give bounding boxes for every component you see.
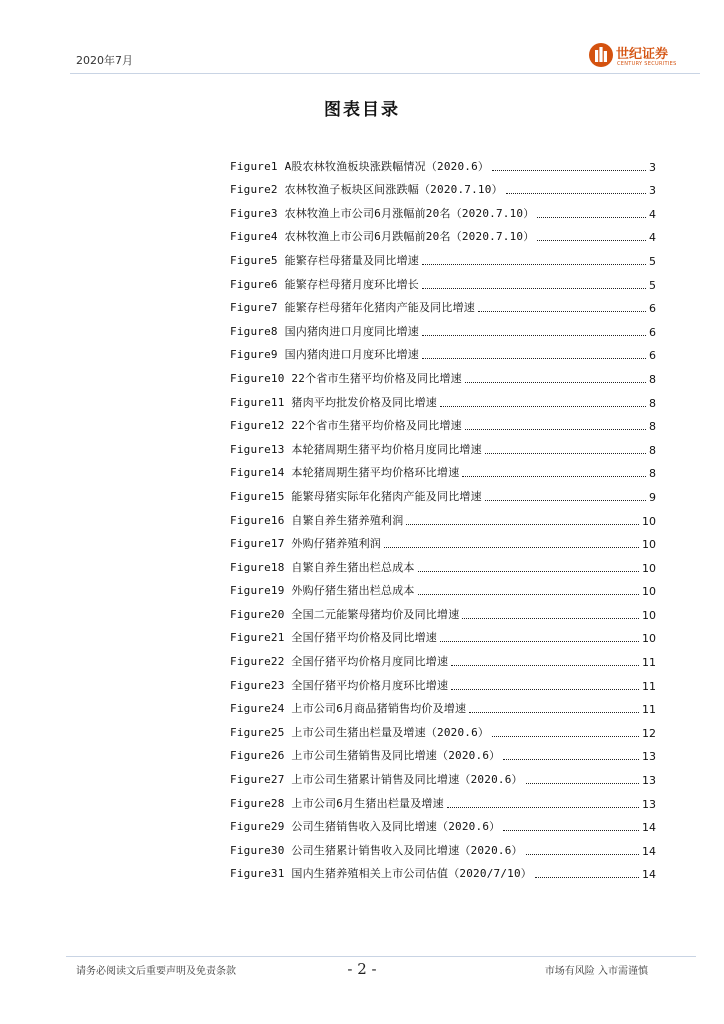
toc-entry-label[interactable]: Figure24 上市公司6月商品猪销售均价及增速 xyxy=(230,702,467,716)
toc-entry[interactable] xyxy=(230,575,656,599)
toc-entry-label[interactable]: Figure14 本轮猪周期生猪平均价格环比增速 xyxy=(230,466,460,480)
toc-entry-page[interactable]: 3 xyxy=(649,160,656,174)
toc-entry-label[interactable]: Figure13 本轮猪周期生猪平均价格月度同比增速 xyxy=(230,442,482,456)
toc-dot-leader xyxy=(526,854,639,855)
toc-entry[interactable] xyxy=(230,504,656,528)
toc-entry-label[interactable]: Figure15 能繁母猪实际年化猪肉产能及同比增速 xyxy=(230,489,482,503)
toc-entry[interactable] xyxy=(230,268,656,292)
toc-entry-page[interactable]: 13 xyxy=(642,750,656,764)
toc-entry-label[interactable]: Figure30 公司生猪累计销售收入及同比增速（2020.6） xyxy=(230,843,523,857)
toc-entry[interactable] xyxy=(230,622,656,646)
toc-entry-page[interactable]: 10 xyxy=(642,538,656,552)
toc-entry-label[interactable]: Figure2 农林牧渔子板块区间涨跌幅（2020.7.10） xyxy=(230,183,503,197)
toc-entry[interactable] xyxy=(230,339,656,363)
logo-text-cn: 世纪证券 xyxy=(616,47,669,62)
toc-dot-leader xyxy=(418,594,639,595)
toc-entry-page[interactable]: 8 xyxy=(649,372,656,386)
toc-entry-label[interactable]: Figure9 国内猪肉进口月度环比增速 xyxy=(230,348,419,362)
toc-dot-leader xyxy=(469,712,639,713)
toc-entry-page[interactable]: 6 xyxy=(649,302,656,316)
toc-entry[interactable] xyxy=(230,315,656,339)
toc-entry[interactable] xyxy=(230,669,656,693)
toc-entry[interactable] xyxy=(230,693,656,717)
toc-entry-label[interactable]: Figure16 自繁自养生猪养殖利润 xyxy=(230,513,404,527)
toc-entry[interactable] xyxy=(230,480,656,504)
toc-entry-page[interactable]: 4 xyxy=(649,231,656,245)
toc-entry-page[interactable]: 14 xyxy=(642,821,656,835)
toc-dot-leader xyxy=(447,807,639,808)
toc-entry[interactable] xyxy=(230,740,656,764)
toc-entry[interactable] xyxy=(230,457,656,481)
toc-dot-leader xyxy=(451,665,639,666)
toc-entry-label[interactable]: Figure17 外购仔猪养殖利润 xyxy=(230,537,382,551)
toc-entry-label[interactable]: Figure27 上市公司生猪累计销售及同比增速（2020.6） xyxy=(230,773,523,787)
toc-entry-label[interactable]: Figure19 外购仔猪生猪出栏总成本 xyxy=(230,584,415,598)
toc-dot-leader xyxy=(503,759,639,760)
toc-dot-leader xyxy=(462,618,639,619)
toc-dot-leader xyxy=(465,429,646,430)
toc-entry-page[interactable]: 14 xyxy=(642,844,656,858)
toc-entry-label[interactable]: Figure4 农林牧渔上市公司6月跌幅前20名（2020.7.10） xyxy=(230,230,535,244)
toc-entry-label[interactable]: Figure6 能繁存栏母猪月度环比增长 xyxy=(230,277,419,291)
toc-entry[interactable] xyxy=(230,150,656,174)
toc-entry-page[interactable]: 8 xyxy=(649,443,656,457)
century-securities-logo-icon xyxy=(588,41,614,69)
table-of-figures xyxy=(230,150,656,881)
footer-disclaimer: 请务必阅读文后重要声明及免责条款 xyxy=(76,966,236,977)
toc-dot-leader xyxy=(406,524,639,525)
toc-entry-label[interactable]: Figure26 上市公司生猪销售及同比增速（2020.6） xyxy=(230,749,501,763)
toc-entry-page[interactable]: 10 xyxy=(642,561,656,575)
toc-entry[interactable] xyxy=(230,174,656,198)
toc-dot-leader xyxy=(440,641,639,642)
toc-entry[interactable] xyxy=(230,811,656,835)
toc-entry-page[interactable]: 12 xyxy=(642,726,656,740)
toc-dot-leader xyxy=(384,547,639,548)
toc-entry[interactable] xyxy=(230,386,656,410)
page-title: 图表目录 xyxy=(324,100,400,120)
toc-entry-label[interactable]: Figure11 猪肉平均批发价格及同比增速 xyxy=(230,395,438,409)
toc-entry-page[interactable]: 6 xyxy=(649,325,656,339)
toc-entry[interactable] xyxy=(230,834,656,858)
footer-divider xyxy=(66,956,696,957)
toc-entry[interactable] xyxy=(230,410,656,434)
toc-dot-leader xyxy=(422,264,646,265)
header-date: 2020年7月 xyxy=(76,54,133,67)
toc-entry-page[interactable]: 10 xyxy=(642,585,656,599)
toc-entry-page[interactable]: 11 xyxy=(642,703,656,717)
toc-entry-page[interactable]: 8 xyxy=(649,396,656,410)
toc-entry[interactable] xyxy=(230,197,656,221)
toc-dot-leader xyxy=(535,877,639,878)
toc-entry-page[interactable]: 8 xyxy=(649,467,656,481)
toc-entry-label[interactable]: Figure3 农林牧渔上市公司6月涨幅前20名（2020.7.10） xyxy=(230,206,535,220)
toc-entry[interactable] xyxy=(230,787,656,811)
toc-dot-leader xyxy=(478,311,646,312)
toc-entry[interactable] xyxy=(230,716,656,740)
toc-entry[interactable] xyxy=(230,221,656,245)
toc-entry[interactable] xyxy=(230,763,656,787)
toc-dot-leader xyxy=(451,689,639,690)
toc-dot-leader xyxy=(422,288,646,289)
toc-dot-leader xyxy=(506,193,646,194)
toc-entry[interactable] xyxy=(230,551,656,575)
toc-dot-leader xyxy=(418,571,639,572)
toc-entry-page[interactable]: 11 xyxy=(642,656,656,670)
toc-dot-leader xyxy=(422,358,646,359)
toc-entry-page[interactable]: 14 xyxy=(642,868,656,882)
toc-entry[interactable] xyxy=(230,598,656,622)
toc-entry-label[interactable]: Figure12 22个省市生猪平均价格及同比增速 xyxy=(230,419,462,433)
toc-entry-page[interactable]: 10 xyxy=(642,608,656,622)
toc-entry-page[interactable]: 4 xyxy=(649,207,656,221)
toc-entry[interactable] xyxy=(230,858,656,882)
toc-entry-page[interactable]: 5 xyxy=(649,254,656,268)
toc-dot-leader xyxy=(440,406,646,407)
toc-dot-leader xyxy=(422,335,646,336)
toc-entry[interactable] xyxy=(230,645,656,669)
toc-entry-page[interactable]: 10 xyxy=(642,514,656,528)
toc-dot-leader xyxy=(485,453,646,454)
company-logo xyxy=(588,41,700,73)
toc-entry-label[interactable]: Figure22 全国仔猪平均价格月度同比增速 xyxy=(230,655,449,669)
toc-entry-label[interactable]: Figure28 上市公司6月生猪出栏量及增速 xyxy=(230,796,444,810)
toc-dot-leader xyxy=(492,736,639,737)
toc-entry-label[interactable]: Figure20 全国二元能繁母猪均价及同比增速 xyxy=(230,607,460,621)
toc-entry[interactable] xyxy=(230,528,656,552)
toc-dot-leader xyxy=(492,170,646,171)
toc-dot-leader xyxy=(503,830,639,831)
header-divider xyxy=(70,73,700,74)
toc-entry[interactable] xyxy=(230,292,656,316)
toc-entry-page[interactable]: 3 xyxy=(649,184,656,198)
footer-risk-warning: 市场有风险 入市需谨慎 xyxy=(544,966,648,977)
toc-entry-label[interactable]: Figure29 公司生猪销售收入及同比增速（2020.6） xyxy=(230,820,501,834)
toc-entry-label[interactable]: Figure7 能繁存栏母猪年化猪肉产能及同比增速 xyxy=(230,301,475,315)
toc-entry[interactable] xyxy=(230,433,656,457)
toc-entry-page[interactable]: 13 xyxy=(642,774,656,788)
toc-entry-label[interactable]: Figure23 全国仔猪平均价格月度环比增速 xyxy=(230,678,449,692)
toc-entry-page[interactable]: 6 xyxy=(649,349,656,363)
toc-entry[interactable] xyxy=(230,362,656,386)
toc-entry-page[interactable]: 13 xyxy=(642,797,656,811)
toc-entry-label[interactable]: Figure5 能繁存栏母猪量及同比增速 xyxy=(230,253,419,267)
toc-entry-label[interactable]: Figure31 国内生猪养殖相关上市公司估值（2020/7/10） xyxy=(230,867,533,881)
toc-entry-page[interactable]: 8 xyxy=(649,420,656,434)
toc-dot-leader xyxy=(485,500,646,501)
toc-dot-leader xyxy=(462,476,646,477)
toc-dot-leader xyxy=(537,217,646,218)
toc-entry-page[interactable]: 10 xyxy=(642,632,656,646)
toc-dot-leader xyxy=(537,240,646,241)
toc-entry-page[interactable]: 11 xyxy=(642,679,656,693)
toc-entry-label[interactable]: Figure18 自繁自养生猪出栏总成本 xyxy=(230,560,415,574)
toc-entry-page[interactable]: 9 xyxy=(649,490,656,504)
toc-dot-leader xyxy=(465,382,646,383)
toc-entry-page[interactable]: 5 xyxy=(649,278,656,292)
page-number: - 2 - xyxy=(347,960,377,978)
toc-entry-label[interactable]: Figure10 22个省市生猪平均价格及同比增速 xyxy=(230,371,462,385)
toc-entry[interactable] xyxy=(230,244,656,268)
toc-entry-label[interactable]: Figure1 A股农林牧渔板块涨跌幅情况（2020.6） xyxy=(230,159,490,173)
toc-entry-label[interactable]: Figure25 上市公司生猪出栏量及增速（2020.6） xyxy=(230,725,490,739)
toc-entry-label[interactable]: Figure8 国内猪肉进口月度同比增速 xyxy=(230,324,419,338)
logo-text-en: CENTURY SECURITIES xyxy=(617,61,677,67)
toc-entry-label[interactable]: Figure21 全国仔猪平均价格及同比增速 xyxy=(230,631,438,645)
toc-dot-leader xyxy=(526,783,639,784)
